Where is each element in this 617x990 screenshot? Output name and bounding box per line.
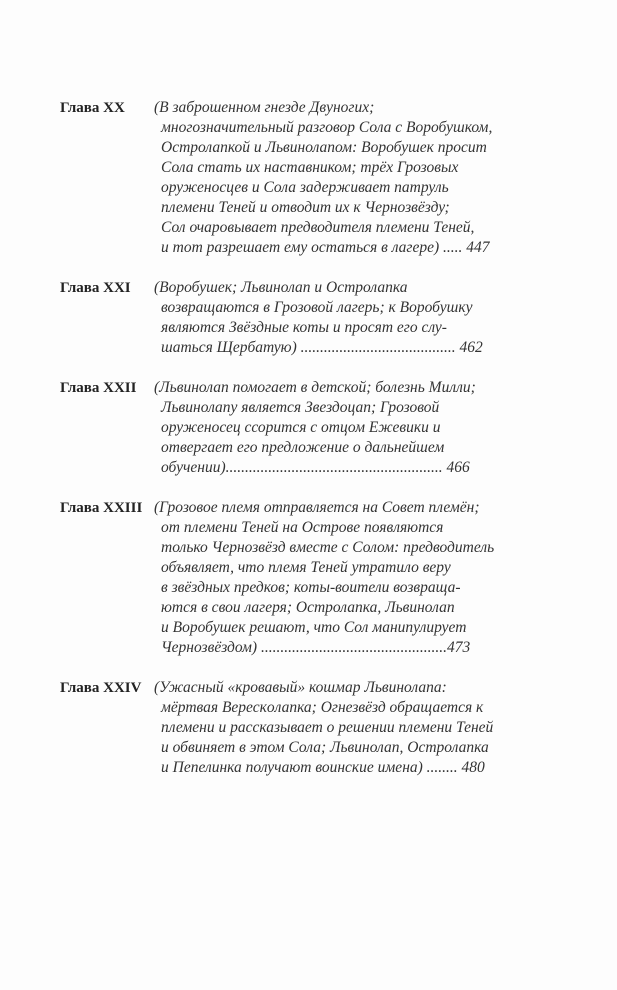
summary-line: Сол очаровывает предводителя племени Теней, xyxy=(161,219,475,236)
summary-line: ются в свои лагеря; Остролапка, Львинолап xyxy=(161,599,455,616)
chapter-summary xyxy=(154,498,520,658)
summary-line: оруженосец ссорится с отцом Ежевики и xyxy=(161,419,441,436)
summary-line: Львинолапу является Звездоцап; Грозовой xyxy=(161,399,440,416)
summary-line: (Грозовое племя отправляется на Совет племён; xyxy=(154,499,480,516)
chapter-label: Глава XXI xyxy=(60,280,131,296)
summary-line-with-page: и Пепелинка получают воинские имена) ........ 480 xyxy=(161,759,485,776)
summary-line: (Ужасный «кровавый» кошмар Львинолапа: xyxy=(154,679,447,696)
chapter-summary xyxy=(154,278,520,358)
summary-line: (В заброшенном гнезде Двуногих; xyxy=(154,99,375,116)
summary-line-with-page: шаться Щербатую) ........................................ 462 xyxy=(161,339,483,356)
toc-entry-chapter-20 xyxy=(60,98,520,258)
table-of-contents xyxy=(60,98,520,778)
summary-line-with-page: Чернозвёздом) ................................................473 xyxy=(161,639,471,656)
summary-line: и обвиняет в этом Сола; Львинолап, Остролапка xyxy=(161,739,489,756)
summary-line: от племени Теней на Острове появляются xyxy=(161,519,444,536)
toc-entry-chapter-22 xyxy=(60,378,520,478)
summary-line-with-page: и тот разрешает ему остаться в лагере) ..... 447 xyxy=(161,239,490,256)
summary-line: племени и рассказывает о решении племени Теней xyxy=(161,719,494,736)
summary-line: племени Теней и отводит их к Чернозвёзду; xyxy=(161,199,450,216)
summary-line: и Воробушек решают, что Сол манипулирует xyxy=(161,619,467,636)
summary-line-with-page: обучении)........................................................ 466 xyxy=(161,459,470,476)
summary-line: (Воробушек; Львинолап и Остролапка xyxy=(154,279,408,296)
summary-line: отвергает его предложение о дальнейшем xyxy=(161,439,445,456)
summary-line: только Чернозвёзд вместе с Солом: предводитель xyxy=(161,539,495,556)
toc-entry-chapter-24 xyxy=(60,678,520,778)
chapter-label: Глава XXIII xyxy=(60,500,143,516)
toc-entry-chapter-23 xyxy=(60,498,520,658)
chapter-summary xyxy=(154,678,520,778)
summary-line: являются Звёздные коты и просят его слу- xyxy=(161,319,447,336)
summary-line: в звёздных предков; коты-воители возвраща- xyxy=(161,579,461,596)
summary-line: объявляет, что племя Теней утратило веру xyxy=(161,559,451,576)
chapter-label: Глава XX xyxy=(60,100,125,116)
chapter-label: Глава XXII xyxy=(60,380,137,396)
chapter-summary xyxy=(154,378,520,478)
chapter-summary xyxy=(154,98,520,258)
toc-entry-chapter-21 xyxy=(60,278,520,358)
summary-line: Сола стать их наставником; трёх Грозовых xyxy=(161,159,459,176)
summary-line: многозначительный разговор Сола с Воробушком, xyxy=(161,119,493,136)
summary-line: оруженосцев и Сола задерживает патруль xyxy=(161,179,449,196)
summary-line: (Львинолап помогает в детской; болезнь Милли; xyxy=(154,379,476,396)
chapter-label: Глава XXIV xyxy=(60,680,142,696)
summary-line: Остролапкой и Львинолапом: Воробушек просит xyxy=(161,139,487,156)
summary-line: мёртвая Верескoлапка; Огнезвёзд обращается к xyxy=(161,699,484,716)
summary-line: возвращаются в Грозовой лагерь; к Воробушку xyxy=(161,299,473,316)
